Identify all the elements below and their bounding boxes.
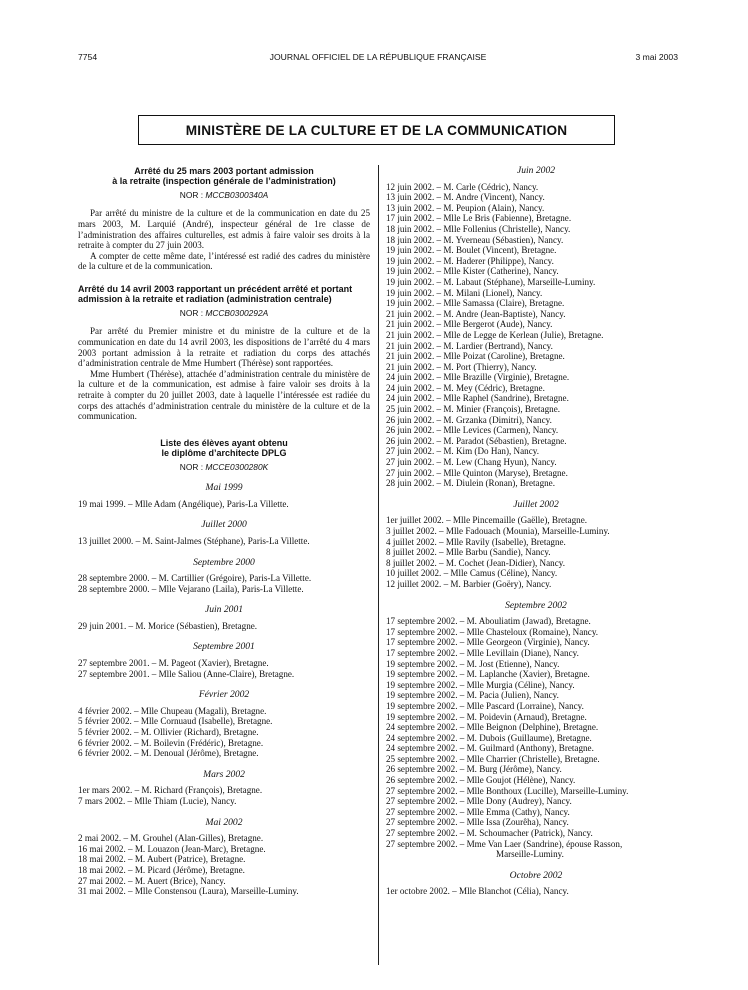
list-item: 1er mars 2002. – M. Richard (François), Bretagne.: [78, 785, 263, 796]
list-item: 28 septembre 2000. – Mlle Vejarano (Laila), Paris-La Villette.: [78, 583, 304, 594]
list-item: 29 juin 2001. – M. Morice (Sébastien), Bretagne.: [78, 620, 258, 631]
list-item: 31 mai 2002. – Mlle Constensou (Laura), Marseille-Luminy.: [78, 886, 299, 897]
list-item: 5 février 2002. – M. Ollivier (Richard), Bretagne.: [78, 727, 259, 738]
list-item: 1er octobre 2002. – Mlle Blanchot (Célia), Nancy.: [386, 886, 569, 897]
arrete2-title: Arrêté du 14 avril 2003 rapportant un précédent arrêté et portant admission à la retraite et radiation (administration centrale): [78, 283, 353, 305]
list-item-continuation: Marseille-Luminy.: [496, 849, 564, 860]
list-item: 24 juin 2002. – M. Mey (Cédric), Bretagne.: [386, 382, 545, 393]
left-month-list: [78, 483, 370, 897]
list-item: 27 juin 2002. – M. Lew (Chang Hyun), Nancy.: [386, 457, 557, 468]
month-heading: Février 2002: [198, 689, 250, 701]
list-item: 24 juin 2002. – Mlle Raphel (Sandrine), Bretagne.: [386, 393, 569, 404]
list-item: 6 février 2002. – M. Denoual (Jérôme), Bretagne.: [78, 748, 259, 759]
list-item: 26 septembre 2002. – M. Burg (Jérôme), Nancy.: [386, 764, 562, 775]
list-item: 12 juin 2002. – M. Carle (Cédric), Nancy.: [386, 181, 539, 192]
list-item: 27 mai 2002. – M. Auert (Brice), Nancy.: [78, 875, 226, 886]
arrete1-nor: NOR : MCCB0300340A: [179, 189, 269, 200]
list-item: 19 septembre 2002. – Mlle Pascard (Lorraine), Nancy.: [386, 700, 584, 711]
month-heading: Mars 2002: [203, 768, 245, 780]
list-item: 10 juillet 2002. – Mlle Camus (Céline), Nancy.: [386, 568, 558, 579]
list-item: 19 mai 1999. – Mlle Adam (Angélique), Paris-La Villette.: [78, 498, 289, 509]
right-month-list: [386, 166, 686, 897]
list-item: 17 septembre 2002. – Mlle Chasteloux (Romaine), Nancy.: [386, 626, 599, 637]
right-column: [386, 166, 686, 897]
list-item: 4 juillet 2002. – Mlle Ravily (Isabelle), Bretagne.: [386, 536, 566, 547]
arrete2-paragraph-2: Mme Humbert (Thérèse), attachée d’administration centrale du ministère de la culture et de la communication, est admise à faire valoir ses droits à la retraite à compter du 20 juillet 2003, date à laquelle l’intéressée est radiée du corps des attachés d’administration centrale du ministère de la culture et de la communication.: [78, 368, 370, 422]
list-item: 24 septembre 2002. – Mlle Beignon (Delphine), Bretagne.: [386, 722, 599, 733]
list-item: 19 septembre 2002. – M. Laplanche (Xavier), Bretagne.: [386, 669, 590, 680]
arrete2-nor: NOR : MCCB0300292A: [179, 307, 269, 318]
list-item: 19 juin 2002. – Mlle Samassa (Claire), Bretagne.: [386, 298, 565, 309]
list-item: 19 septembre 2002. – M. Poidevin (Arnaud), Bretagne.: [386, 711, 587, 722]
list-item: 18 mai 2002. – M. Picard (Jérôme), Bretagne.: [78, 864, 245, 875]
list-item: 6 février 2002. – M. Boilevin (Frédéric), Bretagne.: [78, 737, 264, 748]
list-item: 17 septembre 2002. – Mlle Levillain (Diane), Nancy.: [386, 647, 579, 658]
liste-nor: NOR : MCCE0300280K: [179, 461, 269, 472]
list-item: 3 juillet 2002. – Mlle Fadouach (Mounia), Marseille-Luminy.: [386, 526, 610, 536]
list-item: 27 septembre 2001. – Mlle Saliou (Anne-Claire), Bretagne.: [78, 668, 295, 679]
list-item: 21 juin 2002. – Mlle de Legge de Kerlean (Julie), Bretagne.: [386, 329, 604, 340]
month-heading: Juillet 2000: [201, 519, 247, 531]
liste-title: Liste des élèves ayant obtenu le diplôme d’architecte DPLG: [160, 437, 288, 459]
month-heading: Octobre 2002: [509, 869, 563, 881]
list-item: 27 juin 2002. – M. Kim (Do Han), Nancy.: [386, 446, 539, 457]
list-item: 12 juillet 2002. – M. Barbier (Goëry), Nancy.: [386, 578, 552, 589]
list-item: 19 juin 2002. – M. Labaut (Stéphane), Marseille-Luminy.: [386, 276, 596, 287]
list-item: 5 février 2002. – Mlle Cornuaud (Isabelle), Bretagne.: [78, 716, 273, 727]
list-item: 16 mai 2002. – M. Louazon (Jean-Marc), Bretagne.: [78, 843, 266, 854]
list-item: 17 septembre 2002. – M. Abouliatim (Jawad), Bretagne.: [386, 616, 591, 627]
list-item: 21 juin 2002. – Mlle Poizat (Caroline), Bretagne.: [386, 351, 565, 362]
page-number: 7754: [78, 52, 98, 62]
page-header: [78, 52, 678, 66]
list-item: 26 juin 2002. – Mlle Levices (Carmen), Nancy.: [386, 425, 559, 436]
arrete2-paragraph-1: Par arrêté du Premier ministre et du ministre de la culture et de la communication en date du 14 avril 2003, les dispositions de l’arrêté du 4 mars 2003 portant admission à la retraite et radiation du corps des attachés d’administration centrale de Mme Humbert (Thérèse) sont rapportées.: [78, 326, 370, 369]
list-item: 8 juillet 2002. – Mlle Barbu (Sandie), Nancy.: [386, 547, 551, 558]
list-item: 18 juin 2002. – Mlle Follenius (Christelle), Nancy.: [386, 223, 571, 234]
list-item: 13 juin 2002. – M. Peupion (Alain), Nancy.: [386, 202, 545, 213]
arrete1-paragraph-1: Par arrêté du ministre de la culture et de la communication en date du 25 mars 2003, M. Larquié (André), inspecteur général de 1re classe de l’administration des affaires culturelles, est admis à faire valoir ses droits à la retraite à compter du 27 juin 2003.: [78, 208, 370, 251]
list-item: 21 juin 2002. – M. Port (Thierry), Nancy.: [386, 361, 537, 372]
list-item: 27 septembre 2002. – Mme Van Laer (Sandrine), épouse Rasson,: [386, 838, 623, 849]
list-item: 8 juillet 2002. – M. Cochet (Jean-Didier), Nancy.: [386, 557, 565, 568]
list-item: 24 juin 2002. – Mlle Brazille (Virginie), Bretagne.: [386, 372, 570, 383]
month-heading: Septembre 2001: [193, 641, 255, 653]
list-item: 19 juin 2002. – M. Boulet (Vincent), Bretagne.: [386, 245, 557, 256]
list-item: 26 juin 2002. – M. Paradot (Sébastien), Bretagne.: [386, 435, 567, 446]
list-item: 27 septembre 2001. – M. Pageot (Xavier), Bretagne.: [78, 658, 269, 669]
list-item: 27 septembre 2002. – Mlle Dony (Audrey), Nancy.: [386, 796, 572, 807]
list-item: 26 juin 2002. – M. Grzanka (Dimitri), Nancy.: [386, 414, 552, 425]
list-item: 28 septembre 2000. – M. Cartillier (Grégoire), Paris-La Villette.: [78, 573, 312, 584]
list-item: 17 septembre 2002. – Mlle Georgeon (Virginie), Nancy.: [386, 637, 590, 648]
list-item: 24 septembre 2002. – M. Dubois (Guillaume), Bretagne.: [386, 732, 592, 743]
month-heading: Juin 2002: [516, 165, 556, 176]
list-item: 27 septembre 2002. – Mlle Bonthoux (Lucille), Marseille-Luminy.: [386, 785, 629, 796]
column-divider: [378, 165, 379, 965]
ministry-title: MINISTÈRE DE LA CULTURE ET DE LA COMMUNICATION: [138, 115, 615, 145]
list-item: 24 septembre 2002. – M. Guilmard (Anthony), Bretagne.: [386, 743, 594, 754]
list-item: 13 juin 2002. – M. Andre (Vincent), Nancy.: [386, 192, 545, 203]
month-heading: Juin 2001: [204, 604, 244, 616]
list-item: 17 juin 2002. – Mlle Le Bris (Fabienne), Bretagne.: [386, 213, 572, 224]
list-item: 1er juillet 2002. – Mlle Pincemaille (Gaëlle), Bretagne.: [386, 515, 588, 526]
list-item: 18 juin 2002. – M. Yverneau (Sébastien), Nancy.: [386, 234, 564, 245]
list-item: 13 juillet 2000. – M. Saint-Jalmes (Stéphane), Paris-La Villette.: [78, 535, 310, 546]
list-item: 25 juin 2002. – M. Minier (François), Bretagne.: [386, 404, 561, 415]
list-item: 27 juin 2002. – Mlle Quinton (Maryse), Bretagne.: [386, 467, 568, 478]
list-item: 28 juin 2002. – M. Diulein (Ronan), Bretagne.: [386, 478, 555, 489]
list-item: 25 septembre 2002. – Mlle Charrier (Christelle), Bretagne.: [386, 753, 600, 764]
list-item: 27 septembre 2002. – Mlle Emma (Cathy), Nancy.: [386, 806, 570, 817]
arrete1-title: Arrêté du 25 mars 2003 portant admission à la retraite (inspection générale de l’administration): [112, 166, 336, 187]
list-item: 19 juin 2002. – Mlle Kister (Catherine), Nancy.: [386, 266, 559, 277]
list-item: 18 mai 2002. – M. Aubert (Patrice), Bretagne.: [78, 854, 246, 865]
list-item: 19 septembre 2002. – Mlle Murgia (Céline), Nancy.: [386, 679, 575, 690]
list-item: 27 septembre 2002. – Mlle Issa (Zourêha), Nancy.: [386, 817, 569, 828]
list-item: 19 septembre 2002. – M. Pacia (Julien), Nancy.: [386, 690, 559, 701]
arrete1-paragraph-2: A compter de cette même date, l’intéressé est radié des cadres du ministère de la culture et de la communication.: [78, 250, 370, 272]
list-item: 7 mars 2002. – Mlle Thiam (Lucie), Nancy.: [78, 796, 237, 806]
month-heading: Mai 1999: [205, 482, 243, 494]
list-item: 19 juin 2002. – M. Milani (Lionel), Nancy.: [386, 287, 543, 298]
list-item: 19 juin 2002. – M. Haderer (Philippe), Nancy.: [386, 255, 554, 266]
month-heading: Juillet 2002: [513, 498, 559, 510]
list-item: 19 septembre 2002. – M. Jost (Etienne), Nancy.: [386, 658, 560, 669]
list-item: 26 septembre 2002. – Mlle Goujot (Hélène), Nancy.: [386, 775, 576, 786]
journal-title: JOURNAL OFFICIEL DE LA RÉPUBLIQUE FRANÇAISE: [269, 52, 487, 62]
list-item: 4 février 2002. – Mlle Chupeau (Magali), Bretagne.: [78, 705, 267, 716]
list-item: 21 juin 2002. – M. Andre (Jean-Baptiste), Nancy.: [386, 308, 566, 319]
list-item: 21 juin 2002. – M. Lardier (Bertrand), Nancy.: [386, 340, 553, 351]
month-heading: Mai 2002: [205, 816, 243, 828]
list-item: 2 mai 2002. – M. Grouhel (Alan-Gilles), Bretagne.: [78, 833, 264, 844]
month-heading: Septembre 2000: [193, 556, 255, 568]
list-item: 27 septembre 2002. – M. Schoumacher (Patrick), Nancy.: [386, 828, 593, 839]
issue-date: 3 mai 2003: [635, 52, 678, 62]
month-heading: Septembre 2002: [505, 599, 567, 611]
list-item: 21 juin 2002. – Mlle Bergerot (Aude), Nancy.: [386, 319, 553, 330]
left-column: [78, 166, 370, 897]
